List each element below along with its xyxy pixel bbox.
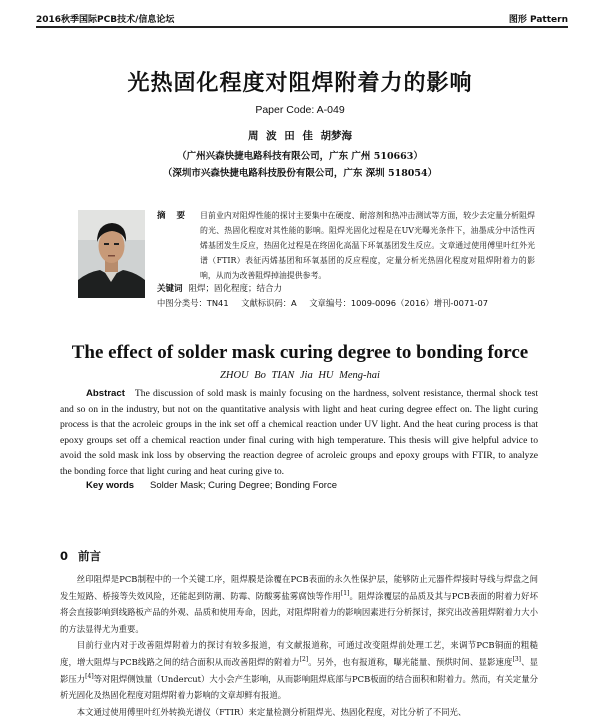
authors-en: ZHOU Bo TIAN Jia HU Meng-hai <box>220 370 380 381</box>
affiliation-1: （广州兴森快捷电路科技有限公司，广东 广州 510663） <box>177 151 423 162</box>
document-code: 文献标识码：A <box>241 298 297 308</box>
paragraph-3: 本文通过使用傅里叶红外转换光谱仪（FTIR）来定量检测分析阻焊光、热固化程度，对比分析了不同光、 <box>76 706 467 717</box>
keywords-cn-label: 关键词 <box>157 284 183 294</box>
running-header <box>36 8 568 26</box>
paper-title-en: The effect of solder mask curing degree to bonding force <box>71 342 529 363</box>
keywords-en-text: Solder Mask; Curing Degree; Bonding Force <box>150 480 337 491</box>
paragraph-2 <box>60 637 538 703</box>
citation-ref: [2] <box>299 656 309 664</box>
citation-ref: [1] <box>340 589 350 597</box>
paragraph-2-text-c: 、显影压力 <box>60 656 539 684</box>
classification-cn <box>157 297 498 309</box>
clc-number: 中图分类号：TN41 <box>157 298 229 308</box>
paper-title-cn: 光热固化程度对阻焊附着力的影响 <box>127 71 473 96</box>
header-rule <box>36 26 568 28</box>
header-section: 图形 Pattern <box>508 15 568 25</box>
paragraph-2-text-a: 目前行业内对于改善阻焊附着力的探讨有较多报道，有文献报道称，可通过改变阻焊前处理工艺，来调节PCB铜面的粗糙度，增大阻焊与PCB线路之间的结合面积从而改善阻焊的附着力 <box>60 640 538 667</box>
abstract-en <box>60 386 538 479</box>
paragraph-2-text-b: 。另外，也有报道称，曝光能量、预烘时间、显影速度 <box>308 656 513 667</box>
section-body <box>60 571 538 720</box>
section-heading: 0 前言 <box>60 549 102 563</box>
paragraph-1-tail: 。阻焊涂覆层的品质及其与PCB表面的附着力好坏将会直接影响到线路板产品的外观、品质和使用寿命，因此，对阻焊附着力的影响因素进行分析探讨，探究出改善阻焊附着力大小的方法显得尤为重要。 <box>60 590 539 634</box>
paragraph-2-text-d: 等对阻焊侧蚀量（Undercut）大小会产生影响，从而影响阻焊底部与PCB板面的结合面积和附着力。然而，有关定量分析光固化及热固化程度对阻焊附着力影响的文章却鲜有报道。 <box>60 673 539 701</box>
authors-cn: 周 波 田 佳 胡梦海 <box>247 130 353 142</box>
keywords-en <box>86 480 337 491</box>
paragraph-1-text: 丝印阻焊是PCB制程中的一个关键工序，阻焊膜是涂覆在PCB表面的永久性保护层，能够防止元器件焊接时导线与焊盘之间发生短路、桥接等失效风险，还能起到防潮、防霉、防酸雾盐雾腐蚀等作用 <box>60 574 538 601</box>
keywords-cn <box>157 282 282 294</box>
abstract-en-label: Abstract <box>86 388 125 399</box>
citation-ref: [4] <box>85 672 94 680</box>
abstract-en-text: The discussion of sold mask is mainly focusing on the hardness, solvent resistance, thermal shock test and so on in the industry, but not on the quantitative analysis with light and heat curing degree effect on. The light curing process is that the acroleic groups in the ink set off a chemical reaction under UV light. And the heat curing process is that epoxy groups set off a chemical reaction under final curing with high temperature. This thesis will give helpful advice to avoid the sold mask ink loss by observing the reaction degree of acroleic groups and epoxy groups with FTIR, to analyze the bonding force that light curing and heat curing give to. <box>60 388 538 477</box>
abstract-cn-text: 目前业内对阻焊性能的探讨主要集中在硬度、耐溶剂和热冲击测试等方面，较少去定量分析阻焊的光、热固化程度对其性能的影响。阻焊光固化过程是在UV光曝光条件下，油墨成分中活性丙烯基团发生反应，热固化过程是在终固化高温下环氧基团发生反应。文章通过使用傅里叶红外光谱（FTIR）表征丙烯基团和环氧基团的反应程度，定量分析光热固化程度对阻焊附着力的影响，从而为改善阻焊掉油提供参考。 <box>200 211 535 280</box>
keywords-en-label: Key words <box>86 480 135 491</box>
citation-ref: [3] <box>512 656 521 664</box>
author-photo <box>78 210 145 298</box>
paper-code: Paper Code: A-049 <box>255 104 345 116</box>
article-number: 文章编号：1009-0096（2016）增刊-0071-07 <box>309 298 489 308</box>
keywords-cn-text: 阻焊；固化程度；结合力 <box>188 284 283 294</box>
header-journal: 2016秋季国际PCB技术/信息论坛 <box>36 15 175 25</box>
affiliation-2: （深圳市兴森快捷电路科技股份有限公司，广东 深圳 518054） <box>162 168 438 179</box>
paragraph-1 <box>60 571 538 637</box>
abstract-cn-label: 摘 要 <box>157 211 189 221</box>
